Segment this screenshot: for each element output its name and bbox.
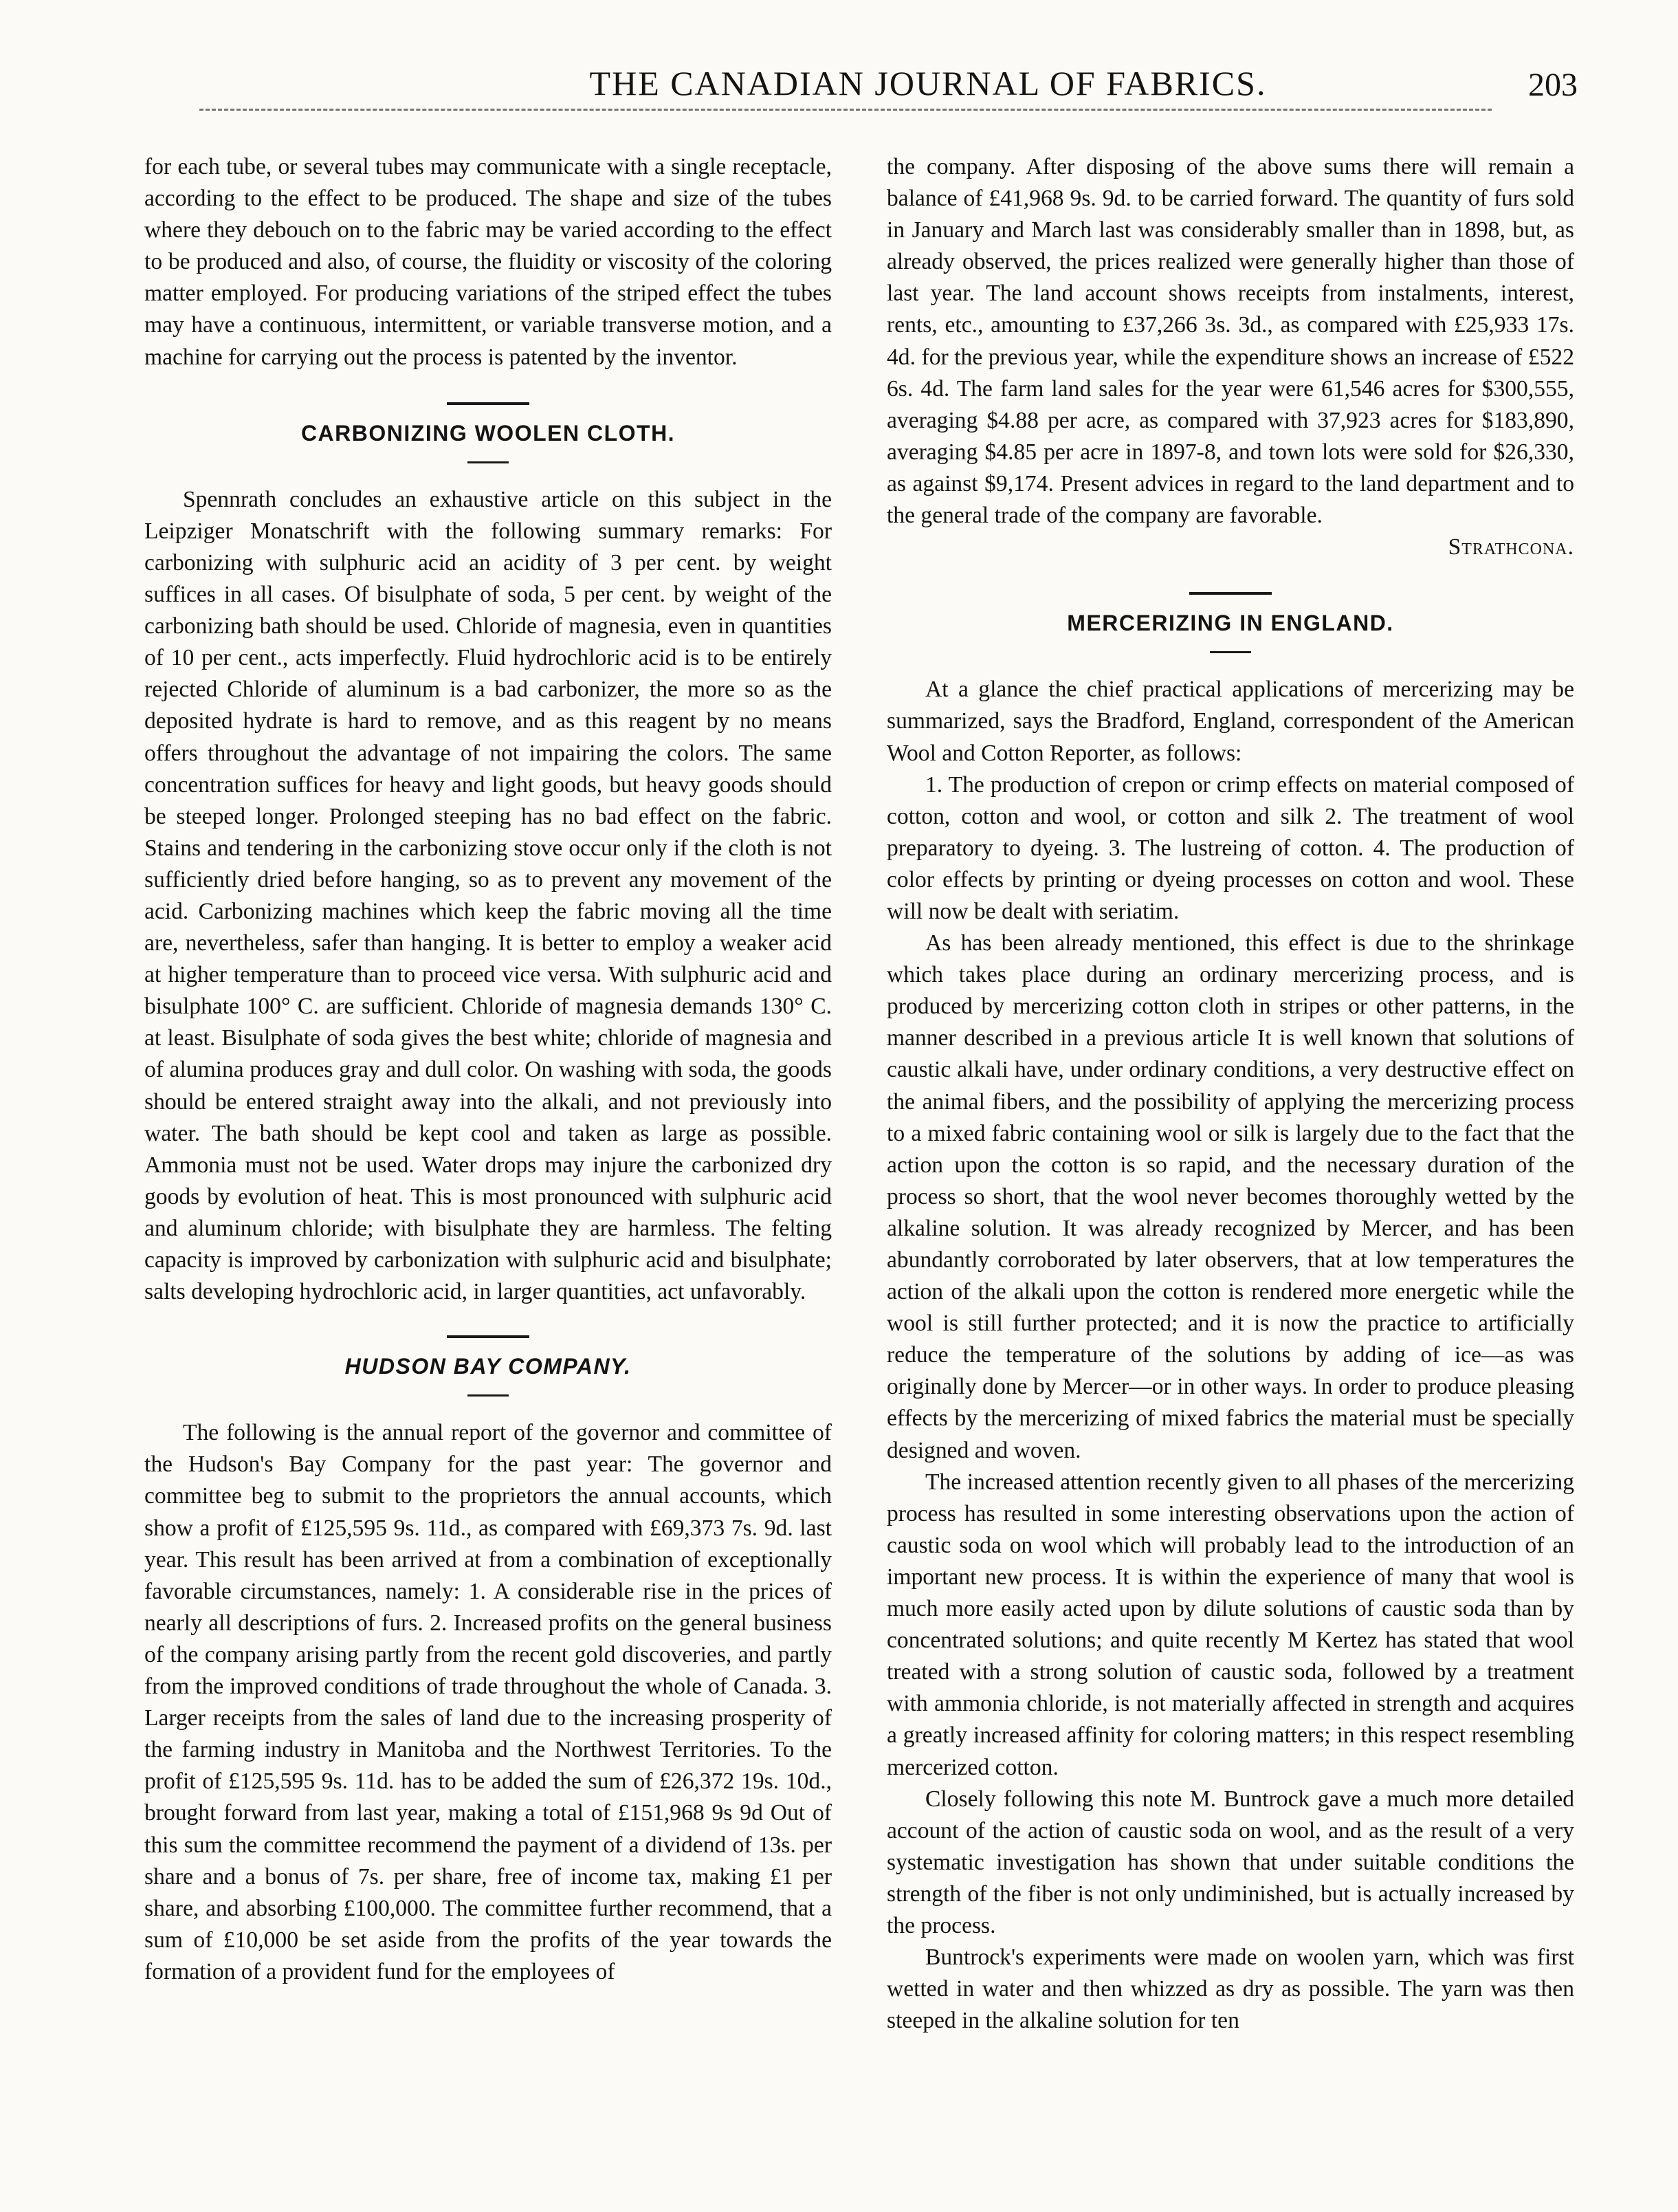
carbonizing-heading: CARBONIZING WOOLEN CLOTH. [300, 420, 676, 446]
continuation-paragraph: for each tube, or several tubes may communicate with a single receptacle, according to the effect to be produced. The shape and size of the tubes where they debouch on to the fabric may be varied according to the effect to be produced and also, of course, the fluidity or viscosity of the coloring matter employed. For producing variations of the striped effect the tubes may have a continuous, intermittent, or variable transverse motion, and a machine for carrying out the process is patented by the inventor. [144, 154, 832, 370]
journal-title: THE CANADIAN JOURNAL OF FABRICS. [589, 64, 1267, 102]
hudson-heading: HUDSON BAY COMPANY. [344, 1354, 632, 1379]
mercerizing-paragraph: Closely following this note M. Buntrock gave a much more detailed account of the action of caustic soda on wool, and as the result of a very systematic investigation has shown that under suitable conditions the strength of the fiber is not only undiminished, but is actually increased by the process. [887, 1786, 1574, 1938]
mercerizing-paragraph: As has been already mentioned, this effect is due to the shrinkage which takes place during an ordinary mercerizing process, and is produced by mercerizing cotton cloth in stripes or other patterns, in the manner described in a previous article It is well known that solutions of caustic alkali have, under ordinary conditions, a very destructive effect on the animal fibers, and the possibility of applying the mercerizing process to a mixed fabric containing wool or silk is largely due to the fact that the action upon the cotton is so rapid, and the necessary duration of the process so short, that the wool never becomes thoroughly wetted by the alkaline solution. It was already recognized by Mercer, and has been abundantly corroborated by later observers, that at low temperatures the action of the alkali upon the cotton is rendered more energetic while the wool is still further protected; and it is now the practice to artificially reduce the temperature of the solutions by adding of ice—as was originally done by Mercer—or in other ways. In order to produce pleasing effects by the mercerizing of mixed fabrics the material must be specially designed and woven. [887, 930, 1574, 1463]
mercerizing-paragraph: 1. The production of crepon or crimp effects on material composed of cotton, cotton and wool, or cotton and silk 2. The treatment of wool preparatory to dyeing. 3. The lustreing of cotton. 4. The production of color effects by printing or dyeing processes on cotton and wool. These will now be dealt with seriatim. [887, 771, 1574, 924]
page-header [165, 63, 1578, 111]
right-column [887, 151, 1574, 2037]
left-column [144, 151, 832, 1988]
mercerizing-paragraph: Buntrock's experiments were made on woolen yarn, which was first wetted in water and then whizzed as dry as possible. The yarn was then steeped in the alkaline solution for ten [887, 1945, 1574, 2034]
mercerizing-paragraph: The increased attention recently given to all phases of the mercerizing process has resulted in some interesting observations upon the action of caustic soda on wool which will probably lead to the introduction of an important new process. It is within the experience of many that wool is much more easily acted upon by dilute solutions of caustic soda than by concentrated solutions; and quite recently M Kertez has stated that wool treated with a strong solution of caustic soda, followed by a treatment with ammonia chloride, is not materially affected in strength and acquires a greatly increased affinity for coloring matters; in this respect resembling mercerized cotton. [887, 1469, 1574, 1780]
carbonizing-paragraph: Spennrath concludes an exhaustive article on this subject in the Leipziger Monatschrift with the following summary remarks: For carbonizing with sulphuric acid an acidity of 3 per cent. by weight suffices in all cases. Of bisulphate of soda, 5 per cent. by weight of the carbonizing bath should be used. Chloride of magnesia, even in quantities of 10 per cent., acts imperfectly. Fluid hydrochloric acid is to be entirely rejected Chloride of aluminum is a bad carbonizer, the more so as the deposited hydrate is hard to remove, and as this reagent by no means offers throughout the advantage of not impairing the colors. The same concentration suffices for heavy and light goods, but heavy goods should be steeped longer. Prolonged steeping has no bad effect on the fabric. Stains and tendering in the carbonizing stove occur only if the cloth is not sufficiently dried before hanging, so as to prevent any movement of the acid. Carbonizing machines which keep the fabric moving all the time are, nevertheless, safer than hanging. It is better to employ a weaker acid at higher temperature than to proceed vice versa. With sulphuric acid and bisulphate 100° C. are sufficient. Chloride of magnesia demands 130° C. at least. Bisulphate of soda gives the best white; chloride of magnesia and of alumina produces gray and dull color. On washing with soda, the goods should be entered straight away into the alkali, and not previously into water. The bath should be kept cool and taken as large as possible. Ammonia must not be used. Water drops may injure the carbonized dry goods by evolution of heat. This is most pronounced with sulphuric acid and aluminum chloride; with bisulphate they are harmless. The felting capacity is improved by carbonization with sulphuric acid and bisulphate; salts developing hydrochloric acid, in larger quantities, act unfavorably. [144, 486, 832, 1305]
hudson-continued-paragraph: the company. After disposing of the above sums there will remain a balance of £41,968 9s. 9d. to be carried forward. The quantity of furs sold in January and March last was considerably smaller than in 1898, but, as already observed, the prices realized were generally higher than those of last year. The land account shows receipts from instalments, interest, rents, etc., amounting to £37,266 3s. 3d., as compared with £25,933 17s. 4d. for the previous year, while the expenditure shows an increase of £522 6s. 4d. The farm land sales for the year were 61,546 acres for $300,555, averaging $4.88 per acre, as compared with 37,923 acres for $183,890, averaging $4.85 per acre in 1897-8, and town lots were sold for $26,330, as against $9,174. Present advices in regard to the land department and to the general trade of the company are favorable. [887, 154, 1574, 529]
signature: Strathcona. [1448, 534, 1574, 560]
header-rule [199, 109, 1492, 113]
mercerizing-heading: MERCERIZING IN ENGLAND. [1067, 611, 1394, 636]
mercerizing-paragraph: At a glance the chief practical applications of mercerizing may be summarized, says the Bradford, England, correspondent of the American Wool and Cotton Reporter, as follows: [887, 677, 1574, 766]
hudson-paragraph: The following is the annual report of the governor and committee of the Hudson's Bay Company for the past year: The governor and committee beg to submit to the proprietors the annual accounts, which show a profit of £125,595 9s. 11d., as compared with £69,373 7s. 9d. last year. This result has been arrived at from a combination of exceptionally favorable circumstances, namely: 1. A considerable rise in the prices of nearly all descriptions of furs. 2. Increased profits on the general business of the company arising partly from the recent gold discoveries, and partly from the improved conditions of trade throughout the whole of Canada. 3. Larger receipts from the sales of land due to the increasing prosperity of the farming industry in Manitoba and the Northwest Territories. To the profit of £125,595 9s. 11d. has to be added the sum of £26,372 19s. 10d., brought forward from last year, making a total of £151,968 9s 9d Out of this sum the committee recommend the payment of a dividend of 13s. per share and a bonus of 7s. per share, free of income tax, making £1 per share, and absorbing £100,000. The committee further recommend, that a sum of £10,000 be set aside from the profits of the year towards the formation of a provident fund for the employees of [144, 1420, 832, 1984]
page-number: 203 [1528, 67, 1578, 103]
